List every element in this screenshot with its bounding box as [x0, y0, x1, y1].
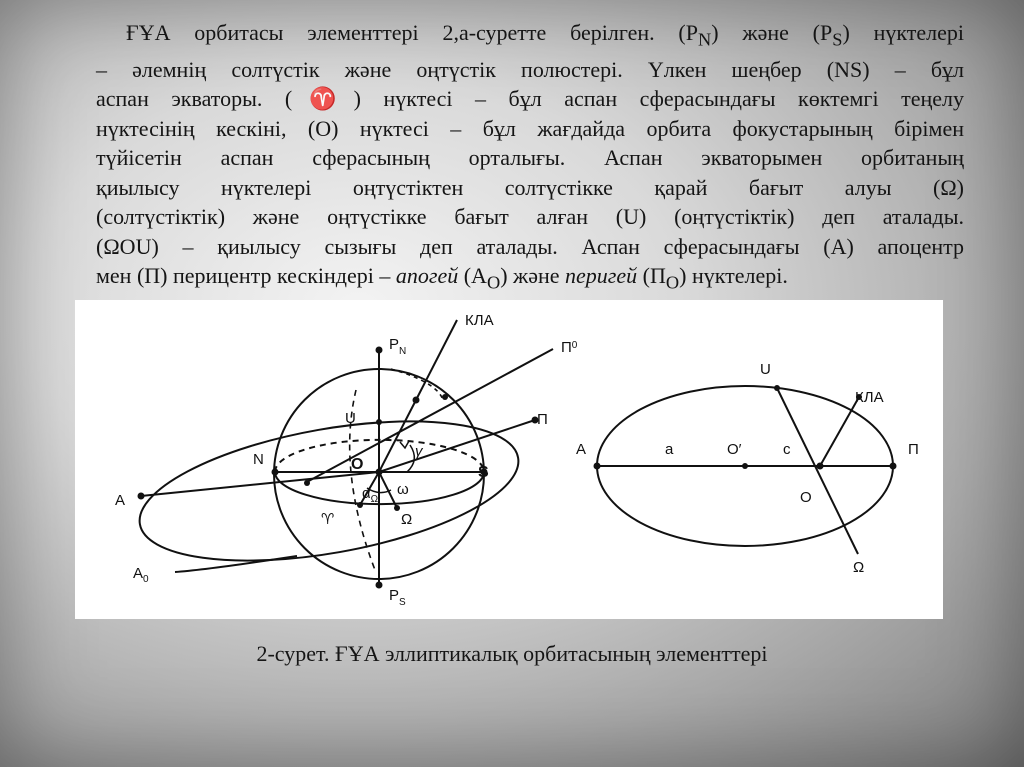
paragraph-line-1: ҒҰА орбитасы элементтері 2,а-суретте берілген. $(P_N)$ және $(P_S)$ нүктелері	[126, 20, 964, 50]
arrow-gamma	[400, 441, 409, 448]
point-kla	[413, 397, 420, 404]
point-u	[376, 419, 382, 425]
line-to-apogee	[141, 472, 379, 496]
orbit-diagram	[75, 300, 943, 619]
label-pericenter: П	[537, 411, 548, 428]
point-o-prime	[742, 463, 748, 469]
line-of-apsides-p0	[305, 349, 553, 483]
label-alpha: $\alpha_\Omega$	[362, 485, 379, 505]
label-kla-right: КЛА	[855, 389, 884, 406]
label-omega-small: ω	[397, 481, 409, 498]
paragraph-line-5: түйісетін аспан сферасының орталығы. Аспан экваторымен орбитаның	[96, 145, 964, 171]
label-omega-right: Ω	[853, 559, 865, 576]
point-omega	[394, 505, 400, 511]
point-a0	[304, 480, 310, 486]
figure-caption: 2-сурет. ҒҰА эллиптикалық орбитасының элементтері	[256, 641, 768, 666]
node-line-right	[777, 388, 858, 554]
label-a-small: a	[665, 441, 674, 458]
point-pn	[376, 347, 383, 354]
point-n	[272, 469, 279, 476]
label-kla: КЛА	[465, 312, 494, 329]
label-a0: $A_0$	[133, 565, 149, 585]
line-to-kla-right	[820, 397, 859, 466]
label-ps: $P_S$	[389, 587, 406, 608]
point-ps	[376, 582, 383, 589]
paragraph-line-9: мен (П) перицентр кескіндері – апогей $(А_О)$ және перигей $(П_О)$ нүктелері.	[96, 263, 788, 293]
label-u: U	[345, 410, 356, 427]
point-apocenter	[138, 493, 145, 500]
label-n: N	[253, 451, 264, 468]
paragraph-line-6: қиылысу нүктелері оңтүстіктен солтүстікке қарай бағыт алуы (Ω)	[96, 174, 964, 200]
label-o-prime: O′	[727, 441, 742, 458]
line-to-kla	[416, 320, 457, 400]
figure-panel	[75, 300, 943, 619]
paragraph-line-8: (ΩOU) – қиылысу сызығы деп аталады. Аспан сферасындағы (А) апоцентр	[96, 233, 964, 259]
label-pi-right: П	[908, 441, 919, 458]
center-point-o	[376, 469, 383, 476]
label-p0: $П^0$	[561, 339, 578, 356]
label-s: S	[478, 464, 489, 481]
pointer-a0	[175, 556, 297, 572]
body-paragraph	[96, 18, 964, 298]
label-o-right: O	[800, 489, 812, 506]
line-to-omega	[379, 472, 397, 508]
point-p0	[442, 394, 448, 400]
point-focus-o	[817, 463, 824, 470]
point-pi-right	[890, 463, 897, 470]
point-u-right	[774, 385, 780, 391]
paragraph-line-2: – әлемнің солтүстік және оңтүстік полюстері. Үлкен шеңбер (NS) – бұл	[96, 56, 964, 82]
paragraph-line-3: аспан экваторы. (♈) нүктесі – бұл аспан сферасындағы көктемгі теңелу	[96, 86, 964, 112]
paragraph-line-4: нүктесінің кескіні, (О) нүктесі – бұл жағдайда орбита фокустарының бірімен	[96, 115, 964, 141]
label-omega: Ω	[401, 511, 413, 528]
label-a: A	[115, 492, 126, 509]
point-aries	[357, 502, 363, 508]
label-u-right: U	[760, 361, 771, 378]
label-c: c	[783, 441, 791, 458]
label-a-right: A	[576, 441, 587, 458]
label-gamma: γ	[415, 443, 423, 460]
label-aries: ♈	[321, 511, 335, 528]
label-pn: $P_N$	[389, 336, 407, 357]
paragraph-line-7: (солтүстіктік) және оңтүстікке бағыт алған (U) (оңтүстіктік) деп аталады.	[96, 204, 964, 230]
label-o: O	[351, 456, 364, 473]
point-a-right	[594, 463, 601, 470]
angle-gamma-arc	[407, 445, 414, 472]
